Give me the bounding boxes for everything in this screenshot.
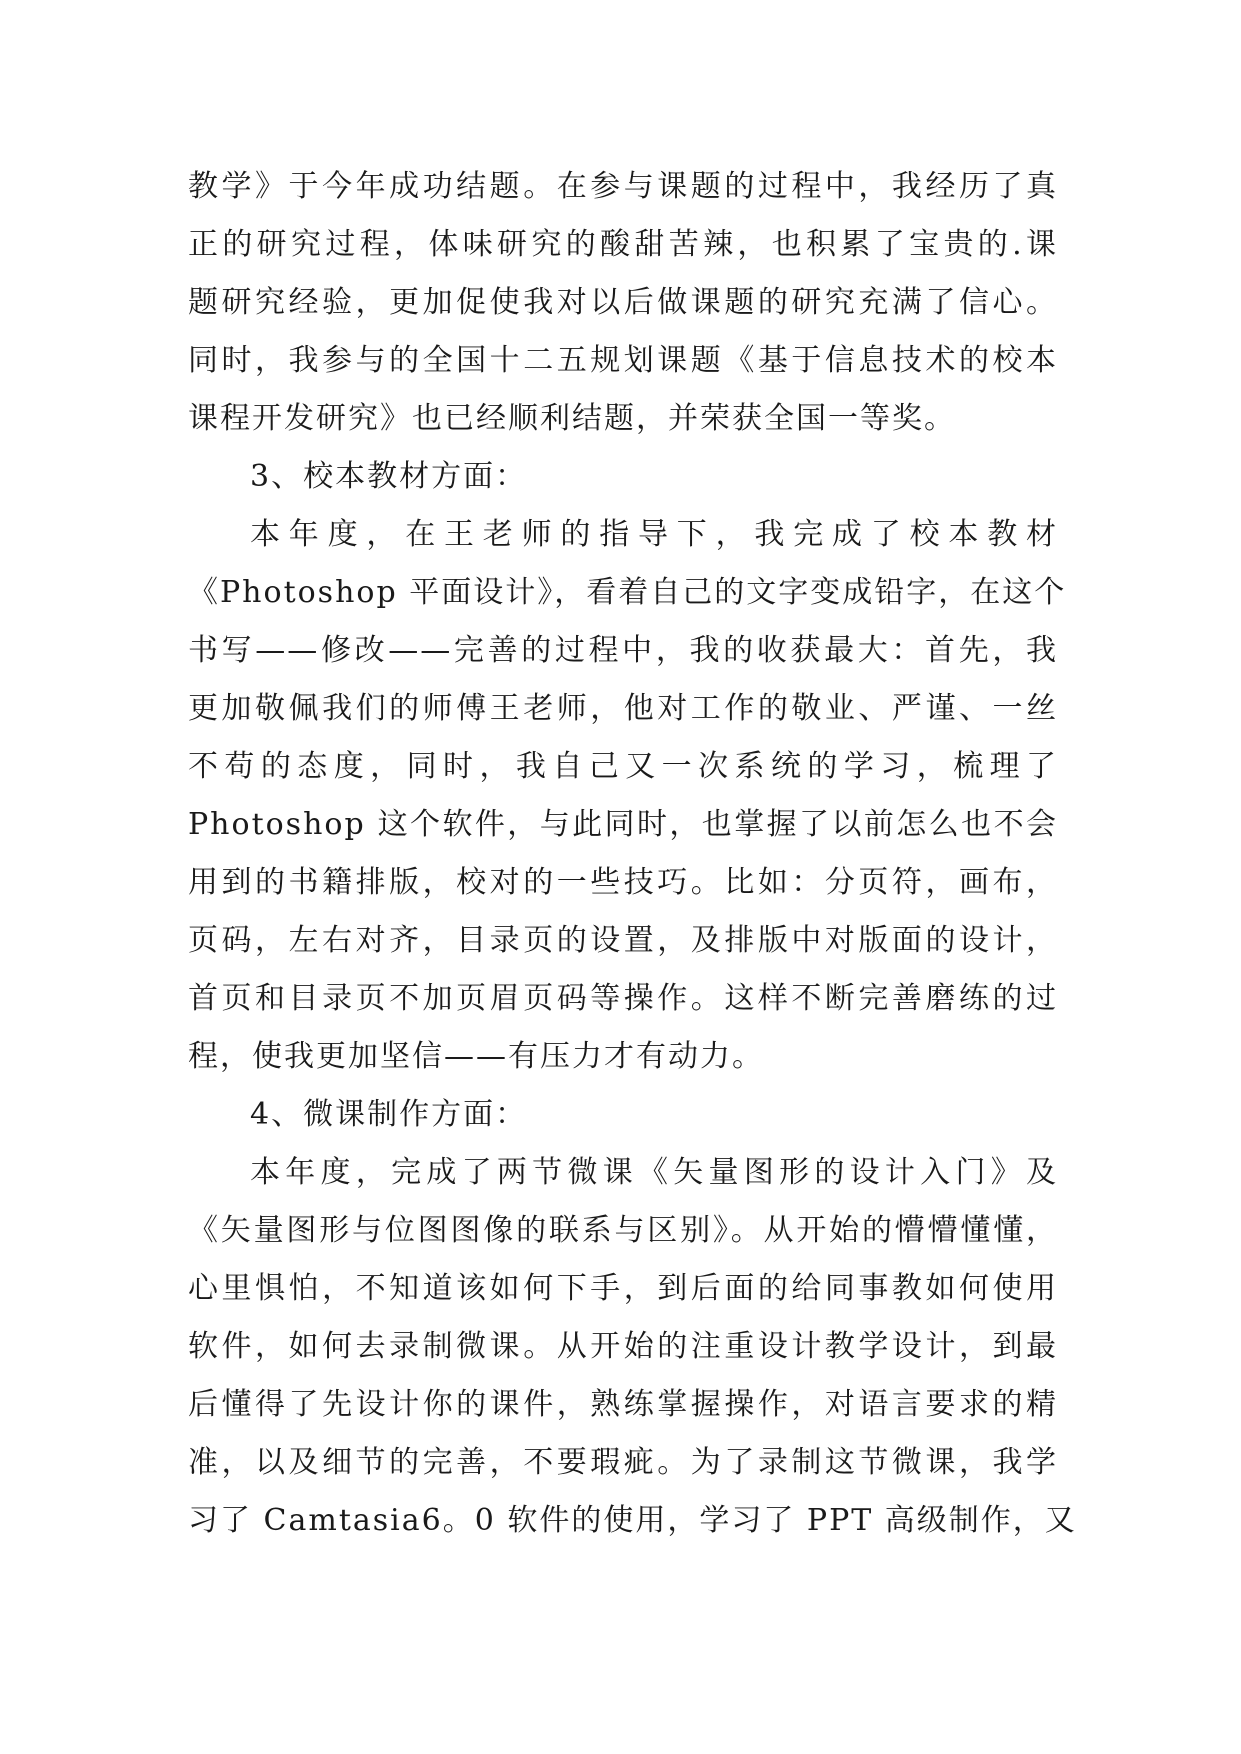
- text-line: 不苟的态度，同时，我自己又一次系统的学习，梳理了: [188, 749, 1058, 784]
- text-line: 正的研究过程，体味研究的酸甜苦辣，也积累了宝贵的.课: [188, 227, 1058, 262]
- paragraph-first-line: 本年度，在王老师的指导下，我完成了校本教材: [250, 517, 1058, 552]
- section-heading: 3、校本教材方面：: [250, 459, 528, 494]
- text-line: 心里惧怕，不知道该如何下手，到后面的给同事教如何使用: [188, 1271, 1058, 1306]
- text-line: 习了 Camtasia6。0 软件的使用，学习了 PPT 高级制作，又: [188, 1503, 1077, 1538]
- text-line: 首页和目录页不加页眉页码等操作。这样不断完善磨练的过: [188, 981, 1058, 1016]
- text-line: 教学》于今年成功结题。在参与课题的过程中，我经历了真: [188, 169, 1058, 204]
- document-body: [188, 158, 1077, 1550]
- section-heading: 4、微课制作方面：: [250, 1097, 528, 1132]
- text-line: 书写——修改——完善的过程中，我的收获最大：首先，我: [188, 633, 1058, 668]
- text-line: 准，以及细节的完善，不要瑕疵。为了录制这节微课，我学: [188, 1445, 1058, 1480]
- text-line: 页码，左右对齐，目录页的设置，及排版中对版面的设计，: [188, 923, 1058, 958]
- text-line: 程，使我更加坚信——有压力才有动力。: [188, 1039, 764, 1074]
- text-line: 《Photoshop 平面设计》，看着自己的文字变成铅字，在这个: [188, 575, 1067, 610]
- text-line: 课程开发研究》也已经顺利结题，并荣获全国一等奖。: [188, 401, 956, 436]
- text-line: Photoshop 这个软件，与此同时，也掌握了以前怎么也不会: [188, 807, 1058, 842]
- text-line: 后懂得了先设计你的课件，熟练掌握操作，对语言要求的精: [188, 1387, 1058, 1422]
- text-line: 同时，我参与的全国十二五规划课题《基于信息技术的校本: [188, 343, 1058, 378]
- text-line: 用到的书籍排版，校对的一些技巧。比如：分页符，画布，: [188, 865, 1058, 900]
- text-line: 软件，如何去录制微课。从开始的注重设计教学设计，到最: [188, 1329, 1058, 1364]
- paragraph-first-line: 本年度，完成了两节微课《矢量图形的设计入门》及: [250, 1155, 1058, 1190]
- text-line: 题研究经验，更加促使我对以后做课题的研究充满了信心。: [188, 285, 1058, 320]
- text-line: 更加敬佩我们的师傅王老师，他对工作的敬业、严谨、一丝: [188, 691, 1058, 726]
- text-line: 《矢量图形与位图图像的联系与区别》。从开始的懵懵懂懂，: [188, 1213, 1058, 1248]
